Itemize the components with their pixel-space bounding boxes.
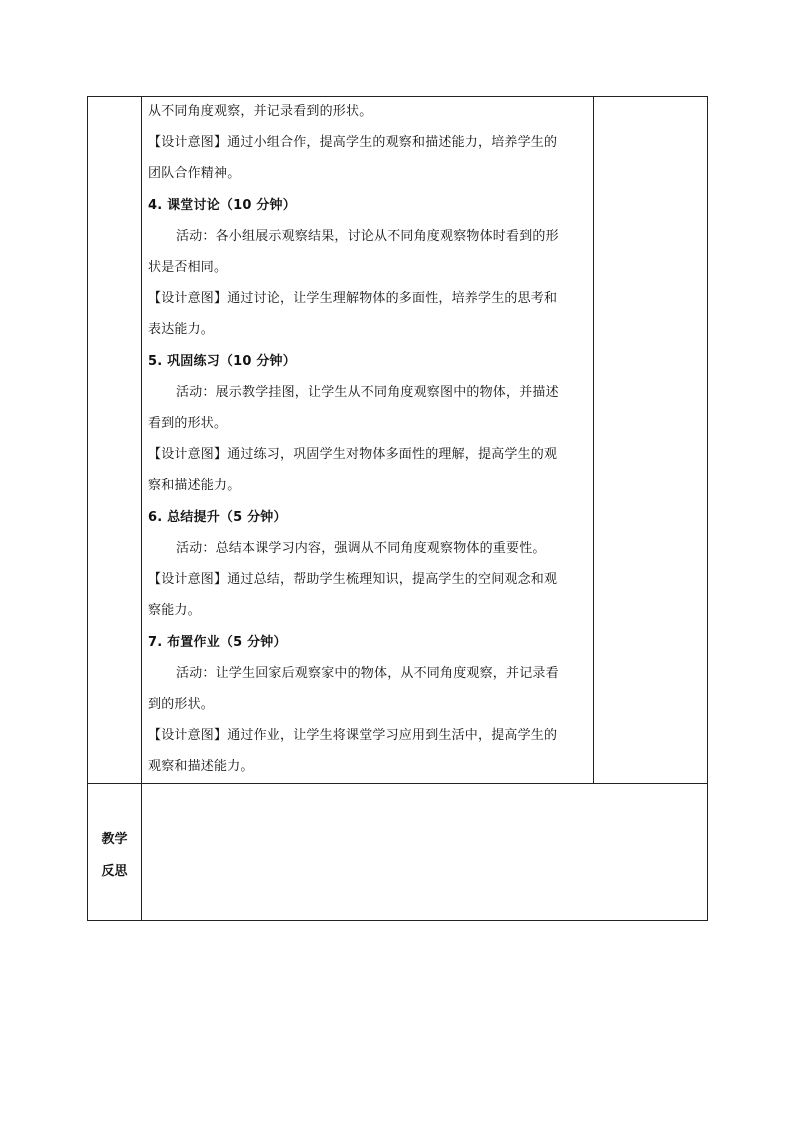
design-intent-line: 【设计意图】通过练习，巩固学生对物体多面性的理解，提高学生的观 (148, 447, 558, 462)
activity-line: 活动：展示教学挂图，让学生从不同角度观察图中的物体，并描述 (176, 385, 559, 400)
text-line: 到的形状。 (148, 697, 215, 712)
activity-line: 活动：各小组展示观察结果，讨论从不同角度观察物体时看到的形 (176, 229, 559, 244)
text-line: 状是否相同。 (148, 260, 228, 275)
section-heading-5: 5. 巩固练习（10 分钟） (148, 354, 296, 369)
text-line: 从不同角度观察，并记录看到的形状。 (148, 104, 373, 119)
column-divider-right (593, 96, 594, 784)
text-line: 团队合作精神。 (148, 166, 241, 181)
activity-line: 活动：总结本课学习内容，强调从不同角度观察物体的重要性。 (176, 541, 546, 556)
section-heading-7: 7. 布置作业（5 分钟） (148, 635, 287, 650)
text-line: 看到的形状。 (148, 416, 228, 431)
activity-line: 活动：让学生回家后观察家中的物体，从不同角度观察，并记录看 (176, 666, 559, 681)
design-intent-line: 【设计意图】通过小组合作，提高学生的观察和描述能力，培养学生的 (148, 135, 558, 150)
reflection-label-line1: 教学 (101, 832, 128, 847)
text-line: 表达能力。 (148, 322, 215, 337)
column-divider-left (141, 96, 142, 921)
design-intent-line: 【设计意图】通过作业，让学生将课堂学习应用到生活中，提高学生的 (148, 728, 558, 743)
row-divider (87, 783, 708, 784)
reflection-content-cell[interactable] (143, 785, 706, 919)
design-intent-line: 【设计意图】通过总结，帮助学生梳理知识，提高学生的空间观念和观 (148, 572, 558, 587)
text-line: 观察和描述能力。 (148, 759, 254, 774)
design-intent-line: 【设计意图】通过讨论，让学生理解物体的多面性，培养学生的思考和 (148, 291, 558, 306)
section-heading-4: 4. 课堂讨论（10 分钟） (148, 198, 296, 213)
text-line: 察和描述能力。 (148, 478, 241, 493)
text-line: 察能力。 (148, 603, 201, 618)
reflection-label-line2: 反思 (101, 864, 128, 879)
section-heading-6: 6. 总结提升（5 分钟） (148, 510, 287, 525)
